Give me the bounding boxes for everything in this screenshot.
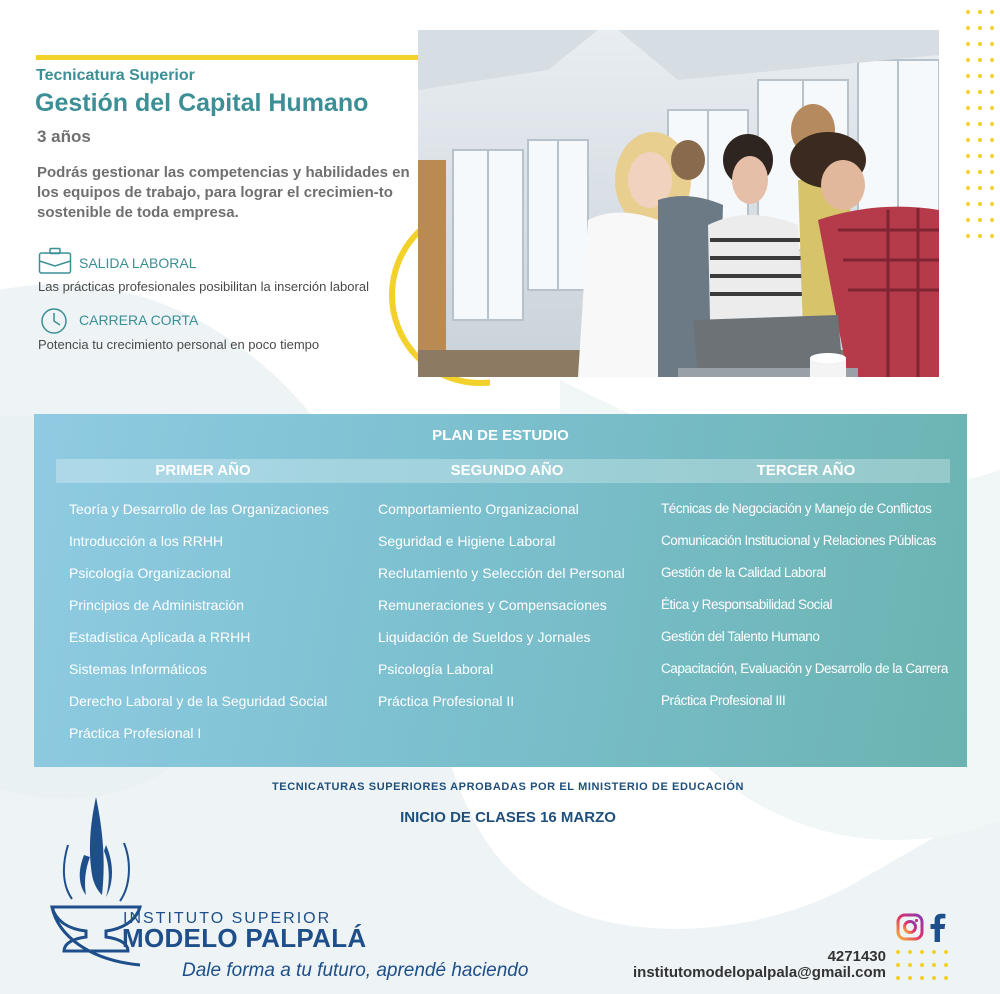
- subject-item: Práctica Profesional III: [661, 693, 786, 708]
- subject-item: Reclutamiento y Selección del Personal: [378, 565, 625, 581]
- institute-slogan: Dale forma a tu futuro, aprendé haciendo: [182, 960, 529, 981]
- subject-item: Estadística Aplicada a RRHH: [69, 629, 251, 645]
- subject-item: Remuneraciones y Compensaciones: [378, 597, 607, 613]
- feature-title-carrera-corta: CARRERA CORTA: [79, 312, 199, 328]
- program-duration: 3 años: [37, 127, 91, 146]
- subject-item: Principios de Administración: [69, 597, 245, 613]
- subject-item: Introducción a los RRHH: [69, 533, 224, 549]
- subject-item: Comunicación Institucional y Relaciones Públicas: [661, 533, 936, 548]
- year-header-2: SEGUNDO AÑO: [450, 462, 564, 479]
- contact-phone: 4271430: [827, 948, 886, 965]
- subject-item: Psicología Organizacional: [69, 565, 231, 581]
- students-photo: [418, 30, 939, 377]
- subject-item: Práctica Profesional I: [69, 725, 202, 741]
- subject-item: Psicología Laboral: [378, 661, 494, 677]
- class-start-date: INICIO DE CLASES 16 MARZO: [400, 809, 616, 826]
- facebook-icon[interactable]: [929, 912, 947, 947]
- subject-item: Ética y Responsabilidad Social: [661, 597, 833, 612]
- subject-item: Liquidación de Sueldos y Jornales: [378, 629, 591, 645]
- dots-decoration-top: [962, 6, 996, 252]
- approval-notice: TECNICATURAS SUPERIORES APROBADAS POR EL MINISTERIO DE EDUCACIÓN: [271, 781, 745, 793]
- program-type: Tecnicatura Superior: [36, 67, 195, 84]
- subjects-year-1: [69, 501, 329, 757]
- subjects-year-3: [661, 501, 948, 725]
- study-plan: [34, 414, 967, 767]
- subject-item: Práctica Profesional II: [378, 693, 515, 709]
- subject-item: Teoría y Desarrollo de las Organizaciones: [69, 501, 329, 517]
- feature-title-salida-laboral: SALIDA LABORAL: [79, 255, 197, 271]
- page-title: Gestión del Capital Humano: [35, 89, 369, 117]
- subject-item: Capacitación, Evaluación y Desarrollo de la Carrera: [661, 661, 948, 676]
- study-plan-title: PLAN DE ESTUDIO: [432, 427, 569, 444]
- feature-text-salida-laboral: Las prácticas profesionales posibilitan la inserción laboral: [38, 279, 369, 294]
- clock-icon: [40, 307, 68, 340]
- briefcase-icon: [38, 247, 72, 280]
- instagram-icon[interactable]: [896, 913, 924, 946]
- subject-item: Comportamiento Organizacional: [378, 501, 579, 517]
- dots-decoration-bottom: [892, 946, 954, 986]
- subjects-year-2: [378, 501, 625, 725]
- subject-item: Técnicas de Negociación y Manejo de Conflictos: [661, 501, 932, 516]
- subject-item: Gestión de la Calidad Laboral: [661, 565, 826, 580]
- year-header-3: TERCER AÑO: [756, 462, 856, 479]
- subject-item: Gestión del Talento Humano: [661, 629, 820, 644]
- subject-item: Seguridad e Higiene Laboral: [378, 533, 556, 549]
- subject-item: Derecho Laboral y de la Seguridad Social: [69, 693, 328, 709]
- program-description: Podrás gestionar las competencias y habilidades en los equipos de trabajo, para lograr el crecimien-to sostenible de toda empresa.: [37, 164, 410, 221]
- year-header-1: PRIMER AÑO: [155, 462, 251, 479]
- subject-item: Sistemas Informáticos: [69, 661, 207, 677]
- contact-email[interactable]: institutomodelopalpala@gmail.com: [633, 964, 886, 981]
- institute-name-line1: INSTITUTO SUPERIOR: [123, 910, 332, 927]
- institute-name-line2: MODELO PALPALÁ: [122, 923, 367, 953]
- feature-text-carrera-corta: Potencia tu crecimiento personal en poco tiempo: [38, 337, 320, 352]
